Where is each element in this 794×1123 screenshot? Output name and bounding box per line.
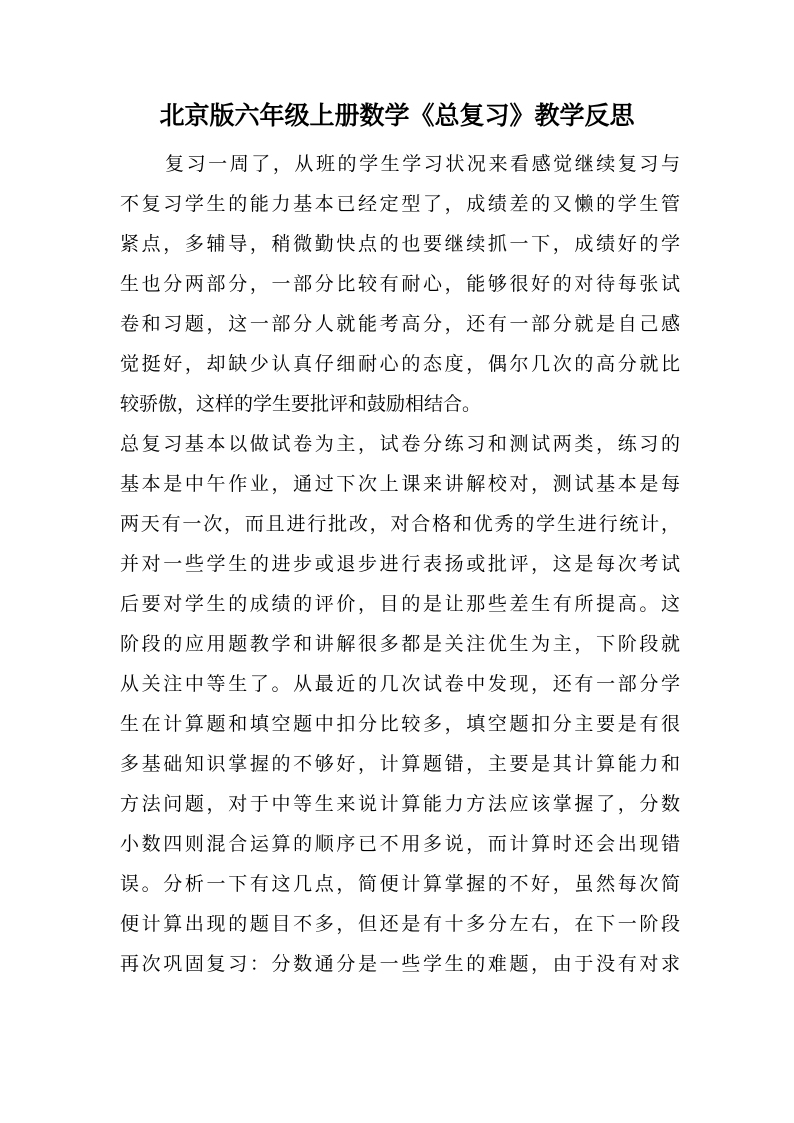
paragraph-1-line: 觉挺好，却缺少认真仔细耐心的态度，偶尔几次的高分就比 bbox=[120, 353, 680, 375]
paragraph-1-line: 不复习学生的能力基本已经定型了，成绩差的又懒的学生管 bbox=[120, 193, 680, 215]
paragraph-1-line: 紧点，多辅导，稍微勤快点的也要继续抓一下，成绩好的学 bbox=[120, 233, 680, 255]
paragraph-1-line: 复习一周了，从班的学生学习状况来看感觉继续复习与 bbox=[165, 153, 680, 175]
paragraph-2-line: 生在计算题和填空题中扣分比较多，填空题扣分主要是有很 bbox=[120, 713, 680, 735]
paragraph-1-line: 较骄傲，这样的学生要批评和鼓励相结合。 bbox=[120, 393, 482, 415]
paragraph-2-line: 便计算出现的题目不多，但还是有十多分左右，在下一阶段 bbox=[120, 913, 680, 935]
paragraph-2-line: 多基础知识掌握的不够好，计算题错，主要是其计算能力和 bbox=[120, 753, 680, 775]
paragraph-2-line: 并对一些学生的进步或退步进行表扬或批评，这是每次考试 bbox=[120, 553, 680, 575]
paragraph-2-line: 后要对学生的成绩的评价，目的是让那些差生有所提高。这 bbox=[120, 593, 680, 615]
paragraph-1-line: 生也分两部分，一部分比较有耐心，能够很好的对待每张试 bbox=[120, 273, 680, 295]
paragraph-2-line: 小数四则混合运算的顺序已不用多说，而计算时还会出现错 bbox=[120, 833, 680, 855]
paragraph-2-line: 误。分析一下有这几点，简便计算掌握的不好，虽然每次简 bbox=[120, 873, 680, 895]
paragraph-2-line: 基本是中午作业，通过下次上课来讲解校对，测试基本是每 bbox=[120, 473, 680, 495]
paragraph-2-line: 总复习基本以做试卷为主，试卷分练习和测试两类，练习的 bbox=[120, 433, 680, 455]
paragraph-1-line: 卷和习题，这一部分人就能考高分，还有一部分就是自己感 bbox=[120, 313, 680, 335]
paragraph-2-line: 方法问题，对于中等生来说计算能力方法应该掌握了，分数 bbox=[120, 793, 680, 815]
paragraph-2-line: 阶段的应用题教学和讲解很多都是关注优生为主，下阶段就 bbox=[120, 633, 680, 655]
paragraph-2-line: 再次巩固复习：分数通分是一些学生的难题，由于没有对求 bbox=[120, 953, 680, 975]
document-title: 北京版六年级上册数学《总复习》教学反思 bbox=[159, 101, 635, 130]
paragraph-2-line: 从关注中等生了。从最近的几次试卷中发现，还有一部分学 bbox=[120, 673, 680, 695]
paragraph-2-line: 两天有一次，而且进行批改，对合格和优秀的学生进行统计， bbox=[120, 513, 680, 535]
